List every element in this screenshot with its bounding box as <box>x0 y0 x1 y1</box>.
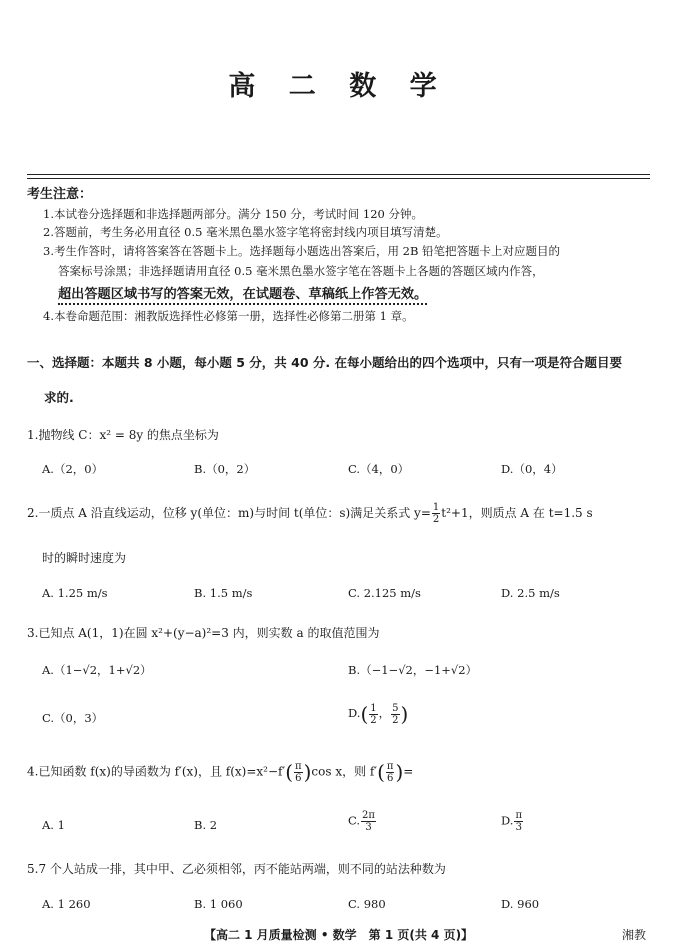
question-4-stem: 4.已知函数 f(x)的导函数为 f′(x)，且 f(x)=x²−f′( $\frac{\pi}{6}$ )cos x，则 f′( $\frac{\pi}{6}$ )= <box>27 760 414 784</box>
q5-option-d: D. 960 <box>501 897 540 911</box>
page-footer: 【高二 1 月质量检测 • 数学 第 1 页(共 4 页)】 <box>203 928 474 942</box>
question-1-stem: 1.抛物线 C：x² = 8y 的焦点坐标为 <box>27 428 219 442</box>
notice-item-3-cont: 答案标号涂黑；非选择题请用直径 0.5 毫米黑色墨水签字笔在答题卡上各题的答题区域内作答， <box>58 264 544 278</box>
q4-stem-part-b: cos x，则 f′ <box>311 764 378 779</box>
q4-option-a: A. 1 <box>42 818 65 832</box>
q4-c-num: 2π <box>362 810 375 821</box>
section-heading: 一、选择题：本题共 8 小题，每小题 5 分，共 40 分. 在每小题给出的四个选项中，只有一项是符合题目要 <box>27 355 623 370</box>
notice-item-3: 3.考生作答时，请将答案答在答题卡上。选择题每小题选出答案后，用 2B 铅笔把答题卡上对应题目的 <box>43 244 561 258</box>
q3-d-den-1: 2 <box>370 714 377 726</box>
q3-d-frac-1 <box>369 703 377 726</box>
q1-option-a: A.（2，0） <box>42 462 104 476</box>
q3-d-num-1: 1 <box>370 702 377 714</box>
q4-c-frac <box>361 810 376 833</box>
q4-frac-num-1: π <box>295 760 302 772</box>
q3-option-d: D.( $\frac{1}{2}$ ， $\frac{5}{2}$ ) <box>348 702 409 726</box>
q4-frac-1 <box>294 761 303 784</box>
notice-item-3-bold <box>58 283 427 302</box>
notice-heading: 考生注意： <box>27 187 93 202</box>
section-heading-cont: 求的. <box>44 390 74 405</box>
q2-frac-num: 1 <box>432 502 440 513</box>
question-2-stem-line2: 时的瞬时速度为 <box>42 551 127 565</box>
q4-d-frac <box>514 810 523 833</box>
q4-option-d <box>501 810 524 833</box>
q4-d-den: 3 <box>515 822 522 833</box>
q4-stem-part-c: = <box>403 764 414 779</box>
q3-option-d-label: D. <box>348 706 361 720</box>
q4-frac-2 <box>386 761 395 784</box>
q4-option-c-label: C. <box>348 813 361 828</box>
page-title: 高 二 数 学 <box>228 71 449 102</box>
q4-d-num: π <box>515 810 523 821</box>
notice-item-2: 2.答题前，考生务必用直径 0.5 毫米黑色墨水签字笔将密封线内项目填写清楚。 <box>43 225 448 239</box>
q4-frac-den-2: 6 <box>386 772 394 784</box>
q2-option-d: D. 2.5 m/s <box>501 586 560 600</box>
q4-frac-num-2: π <box>386 760 394 772</box>
q1-option-d: D.（0，4） <box>501 462 563 476</box>
q2-option-c: C. 2.125 m/s <box>348 586 421 600</box>
q2-stem-part-b: t²+1，则质点 A 在 t=1.5 s <box>441 506 593 520</box>
q2-frac-den: 2 <box>432 514 440 525</box>
q5-option-b: B. 1 060 <box>194 897 243 911</box>
q4-option-c <box>348 810 377 833</box>
footer-publisher: 湘教 <box>622 928 647 942</box>
question-2-stem <box>27 502 593 525</box>
q2-option-b: B. 1.5 m/s <box>194 586 253 600</box>
q5-option-c: C. 980 <box>348 897 386 911</box>
q4-option-b: B. 2 <box>194 818 218 832</box>
q3-d-num-2: 5 <box>392 702 399 714</box>
q4-c-den: 3 <box>365 822 372 833</box>
notice-bold-text: 超出答题区域书写的答案无效，在试题卷、草稿纸上作答无效。 <box>58 287 427 305</box>
q2-option-a: A. 1.25 m/s <box>42 586 108 600</box>
q3-option-a: A.（1−√2，1+√2） <box>42 663 152 677</box>
q3-d-den-2: 2 <box>392 714 399 726</box>
question-5-stem: 5.7 个人站成一排，其中甲、乙必须相邻，丙不能站两端，则不同的站法种数为 <box>27 862 446 876</box>
notice-item-1: 1.本试卷分选择题和非选择题两部分。满分 150 分，考试时间 120 分钟。 <box>43 207 423 221</box>
header-rule-thick <box>27 174 650 175</box>
q3-d-frac-2 <box>391 703 399 726</box>
q3-option-b: B.（−1−√2，−1+√2） <box>348 663 478 677</box>
q4-option-d-label: D. <box>501 813 514 828</box>
q1-option-c: C.（4，0） <box>348 462 410 476</box>
q4-frac-den-1: 6 <box>295 772 302 784</box>
q3-option-c: C.（0，3） <box>42 711 104 725</box>
q2-stem-part-a: 2.一质点 A 沿直线运动，位移 y(单位：m)与时间 t(单位：s)满足关系式 y= <box>27 506 431 520</box>
q1-option-b: B.（0，2） <box>194 462 256 476</box>
q2-fraction <box>432 502 440 525</box>
q5-option-a: A. 1 260 <box>42 897 91 911</box>
question-3-stem: 3.已知点 A(1，1)在圆 x²+(y−a)²=3 内，则实数 a 的取值范围为 <box>27 626 380 640</box>
q4-stem-part-a: 4.已知函数 f(x)的导函数为 f′(x)，且 f(x)=x²−f′ <box>27 764 286 779</box>
notice-item-4: 4.本卷命题范围：湘教版选择性必修第一册，选择性必修第二册第 1 章。 <box>43 309 414 323</box>
header-rule-thin <box>27 178 650 179</box>
